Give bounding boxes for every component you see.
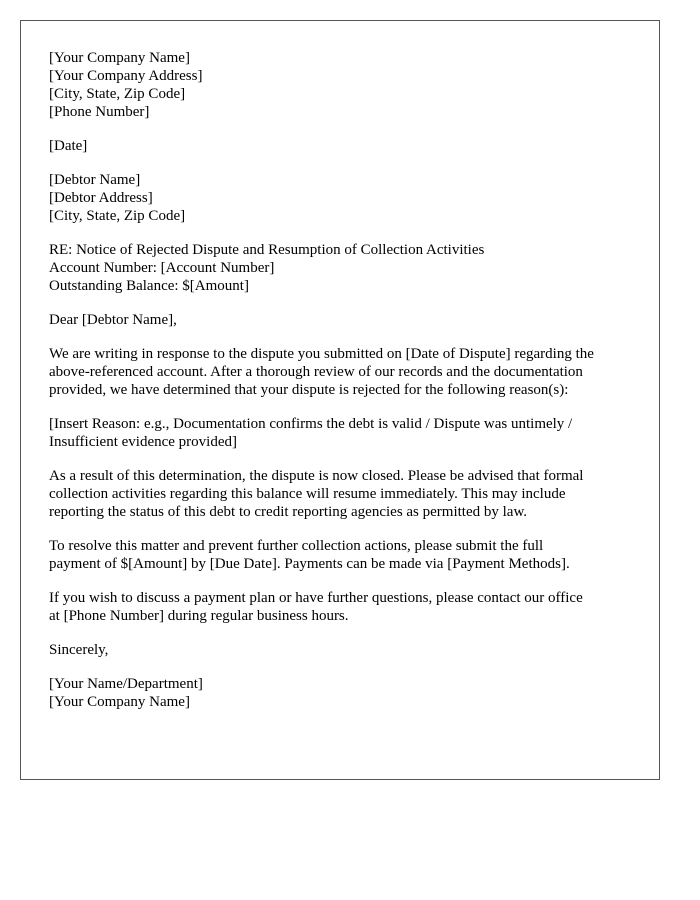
letter-date: [Date] [49, 138, 88, 154]
body-p5-line: If you wish to discuss a payment plan or have further questions, please contact our office [49, 590, 583, 606]
body-p4-line: To resolve this matter and prevent further collection actions, please submit the full [49, 538, 544, 554]
sender-phone: [Phone Number] [49, 104, 150, 120]
letter-content [49, 49, 639, 727]
body-p2-line: [Insert Reason: e.g., Documentation confirms the debt is valid / Dispute was untimely / [49, 416, 573, 432]
body-p2-line: Insufficient evidence provided] [49, 434, 237, 450]
recipient-address: [Debtor Address] [49, 190, 153, 206]
salutation-block [49, 311, 639, 329]
signature-block [49, 675, 639, 711]
subject-balance-line: Outstanding Balance: $[Amount] [49, 278, 249, 294]
body-p4-line: payment of $[Amount] by [Due Date]. Payments can be made via [Payment Methods]. [49, 556, 570, 572]
body-paragraph-1 [49, 345, 639, 399]
subject-account-line: Account Number: [Account Number] [49, 260, 275, 276]
recipient-name: [Debtor Name] [49, 172, 141, 188]
sender-company-name: [Your Company Name] [49, 50, 190, 66]
subject-block [49, 241, 639, 295]
salutation: Dear [Debtor Name], [49, 312, 177, 328]
sender-city-state-zip: [City, State, Zip Code] [49, 86, 186, 102]
subject-re-line: RE: Notice of Rejected Dispute and Resumption of Collection Activities [49, 242, 485, 258]
closing-block [49, 641, 639, 659]
body-p3-line: collection activities regarding this balance will resume immediately. This may include [49, 486, 566, 502]
body-p3-line: As a result of this determination, the dispute is now closed. Please be advised that formal [49, 468, 584, 484]
body-paragraph-5 [49, 589, 639, 625]
body-paragraph-2 [49, 415, 639, 451]
signature-name-department: [Your Name/Department] [49, 676, 203, 692]
body-p3-line: reporting the status of this debt to credit reporting agencies as permitted by law. [49, 504, 528, 520]
body-p1-line: above-referenced account. After a thorough review of our records and the documentation [49, 364, 583, 380]
body-paragraph-4 [49, 537, 639, 573]
recipient-block [49, 171, 639, 225]
recipient-city-state-zip: [City, State, Zip Code] [49, 208, 186, 224]
closing: Sincerely, [49, 642, 109, 658]
body-paragraph-3 [49, 467, 639, 521]
sender-block [49, 49, 639, 121]
body-p1-line: We are writing in response to the dispute you submitted on [Date of Dispute] regarding the [49, 346, 594, 362]
body-p5-line: at [Phone Number] during regular business hours. [49, 608, 349, 624]
signature-company-name: [Your Company Name] [49, 694, 190, 710]
letter-page [20, 20, 660, 780]
date-block [49, 137, 639, 155]
sender-company-address: [Your Company Address] [49, 68, 203, 84]
body-p1-line: provided, we have determined that your dispute is rejected for the following reason(s): [49, 382, 569, 398]
